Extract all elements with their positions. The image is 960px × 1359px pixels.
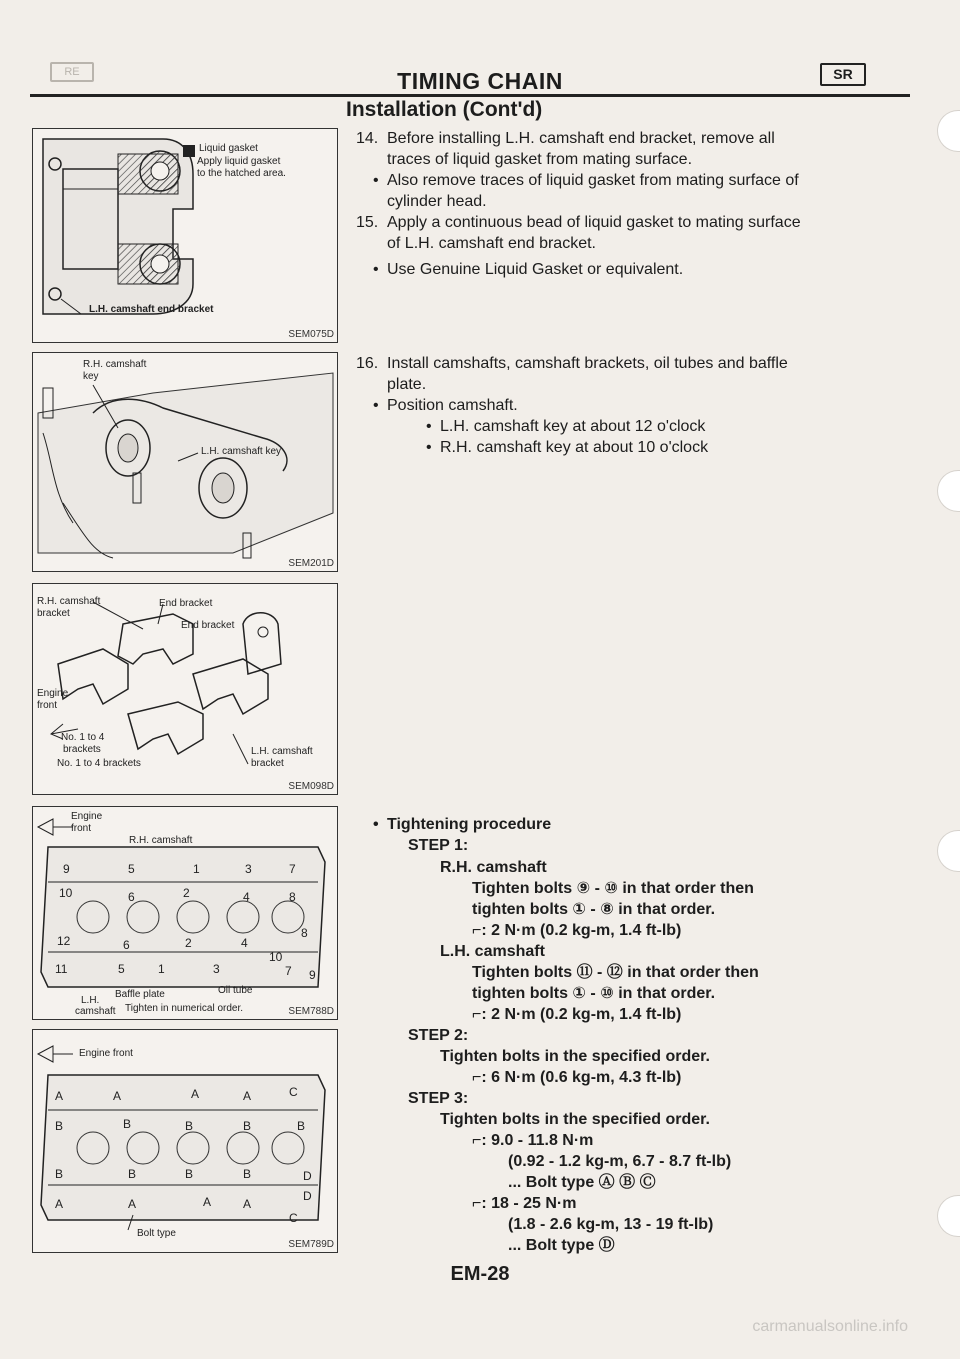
- bolt-no: 5: [118, 962, 125, 976]
- section-badge-left: RE: [50, 62, 94, 82]
- step-16-bullet1: • Position camshaft.: [387, 395, 518, 416]
- figure-lh-end-bracket: [32, 128, 338, 343]
- bolt-type: C: [289, 1085, 298, 1099]
- label-engine: Engine: [37, 688, 69, 699]
- label-engine-front: front: [71, 823, 92, 834]
- step-14-line1: Before installing L.H. camshaft end bracket, remove all: [387, 130, 775, 147]
- figure-code: SEM788D: [288, 1006, 334, 1017]
- bolt-type: B: [297, 1119, 306, 1133]
- figure-bolt-types: [32, 1029, 338, 1253]
- bolt-type: A: [191, 1087, 200, 1101]
- procedure-t1-line2: (0.92 - 1.2 kg-m, 6.7 - 8.7 ft-lb): [508, 1153, 732, 1170]
- procedure-rh-camshaft: R.H. camshaft: [440, 859, 547, 876]
- label-lh-bracket-2: bracket: [251, 758, 284, 769]
- bolt-no: 4: [243, 890, 250, 904]
- procedure-title: • Tightening procedure: [387, 814, 551, 835]
- step-16-sub2: • R.H. camshaft key at about 10 o'clock: [440, 437, 708, 458]
- step-15-bullet1: • Use Genuine Liquid Gasket or equivalent.: [387, 259, 683, 280]
- figure-camshaft-keys: [32, 352, 338, 572]
- label-end-bracket-2: End bracket: [181, 620, 235, 631]
- bolt-type: B: [243, 1119, 252, 1133]
- bolt-no: 8: [289, 890, 296, 904]
- procedure-lh-torque: [472, 1004, 681, 1025]
- bolt-no: 10: [269, 950, 283, 964]
- figure-tightening-order: [32, 806, 338, 1020]
- figure-camshaft-brackets: [32, 583, 338, 795]
- header-rule: [30, 94, 910, 97]
- step-15-line2: of L.H. camshaft end bracket.: [387, 235, 596, 252]
- binder-hole: [937, 470, 960, 512]
- bolt-no: 6: [123, 938, 130, 952]
- procedure-lh-line1: Tighten bolts ⑪ - ⑫ in that order then: [472, 964, 759, 981]
- procedure-t2-line2: (1.8 - 2.6 kg-m, 13 - 19 ft-lb): [508, 1216, 714, 1233]
- bolt-type: A: [243, 1197, 252, 1211]
- label-baffle-plate: Baffle plate: [115, 989, 165, 1000]
- label-lh-camshaft: camshaft: [75, 1006, 116, 1017]
- label-rh-key: R.H. camshaft: [83, 359, 147, 370]
- figure-code: SEM075D: [288, 329, 334, 340]
- procedure-t1-line1: [472, 1130, 593, 1151]
- step-15-line1: Apply a continuous bead of liquid gasket to mating surface: [387, 214, 801, 231]
- label-engine: Engine: [71, 811, 103, 822]
- step-14-line2: traces of liquid gasket from mating surface.: [387, 151, 693, 168]
- bolt-no: 5: [128, 862, 135, 876]
- step-15-num: 15.: [356, 214, 379, 231]
- bolt-no: 1: [158, 962, 165, 976]
- torque-wrench-icon: ⌐: [472, 1006, 482, 1023]
- page-number: EM-28: [450, 1263, 510, 1285]
- torque-value: : 6 N·m (0.6 kg-m, 4.3 ft-lb): [481, 1069, 682, 1086]
- procedure-t1-line3: ... Bolt type Ⓐ Ⓑ Ⓒ: [508, 1174, 656, 1191]
- bolt-no: 7: [289, 862, 296, 876]
- torque-wrench-icon: ⌐: [472, 922, 482, 939]
- label-oil-tube: Oil tube: [218, 985, 253, 996]
- bolt-no: 10: [59, 886, 73, 900]
- label-no-1-4-brackets: No. 1 to 4 brackets: [57, 758, 141, 769]
- step-16-line2: plate.: [387, 376, 427, 393]
- torque-wrench-icon: ⌐: [472, 1132, 482, 1149]
- bolt-no: 3: [213, 962, 220, 976]
- section-subtitle: Installation (Cont'd): [346, 98, 543, 121]
- bolt-no: 9: [309, 968, 316, 982]
- procedure-rh-torque: [472, 920, 681, 941]
- bolt-type: B: [123, 1117, 132, 1131]
- bolt-no: 1: [193, 862, 200, 876]
- label-rh-bracket: R.H. camshaft: [37, 596, 101, 607]
- torque-wrench-icon: ⌐: [472, 1069, 482, 1086]
- binder-hole: [937, 110, 960, 152]
- procedure-step3-line: Tighten bolts in the specified order.: [440, 1111, 710, 1128]
- legend-title: Liquid gasket: [199, 143, 258, 154]
- bolt-no: 2: [183, 886, 190, 900]
- procedure-step2-torque: [472, 1067, 681, 1088]
- bolt-no: 4: [241, 936, 248, 950]
- bolt-no: 2: [185, 936, 192, 950]
- step-14-bullet1: • Also remove traces of liquid gasket from mating surface of: [387, 170, 799, 191]
- label-lh: L.H.: [81, 995, 100, 1006]
- bolt-type: B: [55, 1167, 64, 1181]
- bolt-type: A: [55, 1197, 64, 1211]
- bolt-type: D: [303, 1189, 312, 1203]
- procedure-step3: STEP 3:: [408, 1090, 469, 1107]
- label-rh-key-2: key: [83, 371, 99, 382]
- bolt-type: A: [113, 1089, 122, 1103]
- label-engine-front: front: [37, 700, 58, 711]
- step-14-bullet1-line2: cylinder head.: [387, 193, 487, 210]
- procedure-step2-line: Tighten bolts in the specified order.: [440, 1048, 710, 1065]
- procedure-t2-line3: ... Bolt type Ⓓ: [508, 1237, 615, 1254]
- procedure-step1: STEP 1:: [408, 837, 469, 854]
- torque-value: : 9.0 - 11.8 N·m: [481, 1132, 594, 1149]
- bolt-type: A: [55, 1089, 64, 1103]
- procedure-lh-camshaft: L.H. camshaft: [440, 943, 545, 960]
- bolt-type: A: [203, 1195, 212, 1209]
- torque-value: : 2 N·m (0.2 kg-m, 1.4 ft-lb): [481, 922, 682, 939]
- label-engine-front: Engine front: [79, 1048, 133, 1059]
- procedure-lh-line2: tighten bolts ① - ⑩ in that order.: [472, 985, 716, 1002]
- bolt-no: 6: [128, 890, 135, 904]
- watermark: carmanualsonline.info: [752, 1318, 908, 1335]
- torque-wrench-icon: ⌐: [472, 1195, 482, 1212]
- bolt-no: 9: [63, 862, 70, 876]
- bolt-no: 8: [301, 926, 308, 940]
- step-16-line1: Install camshafts, camshaft brackets, oil tubes and baffle: [387, 355, 788, 372]
- procedure-t2-line1: [472, 1193, 576, 1214]
- binder-hole: [937, 830, 960, 872]
- bolt-no: 7: [285, 964, 292, 978]
- legend-line1: Apply liquid gasket: [197, 156, 281, 167]
- bolt-type: B: [185, 1119, 194, 1133]
- camshaft-keys-drawing: [33, 353, 337, 571]
- bolt-type: B: [128, 1167, 137, 1181]
- step-16-sub1: • L.H. camshaft key at about 12 o'clock: [440, 416, 705, 437]
- label-lh-key: L.H. camshaft key: [201, 446, 282, 457]
- legend-line2: to the hatched area.: [197, 168, 286, 179]
- label-rh-bracket-2: bracket: [37, 608, 70, 619]
- figure-code: SEM098D: [288, 781, 334, 792]
- bolt-no: 12: [57, 934, 71, 948]
- bolt-type: B: [55, 1119, 64, 1133]
- bolt-type: B: [243, 1167, 252, 1181]
- figure-code: SEM789D: [288, 1239, 334, 1250]
- label-no-1-4: No. 1 to 4: [61, 732, 105, 743]
- torque-value: : 18 - 25 N·m: [481, 1195, 577, 1212]
- bolt-type: A: [128, 1197, 137, 1211]
- procedure-step2: STEP 2:: [408, 1027, 469, 1044]
- label-bolt-type: Bolt type: [137, 1228, 176, 1239]
- procedure-rh-line1: Tighten bolts ⑨ - ⑩ in that order then: [472, 880, 754, 897]
- label-brackets: brackets: [63, 744, 101, 755]
- bolt-no: 3: [245, 862, 252, 876]
- bolt-type: A: [243, 1089, 252, 1103]
- bolt-type: B: [185, 1167, 194, 1181]
- label-order: Tighten in numerical order.: [125, 1003, 244, 1014]
- step-14-num: 14.: [356, 130, 379, 147]
- step-16-num: 16.: [356, 355, 379, 372]
- section-badge-right: SR: [820, 63, 866, 86]
- figure-code: SEM201D: [288, 558, 334, 569]
- part-label: L.H. camshaft end bracket: [89, 304, 214, 315]
- bolt-type: D: [303, 1169, 312, 1183]
- bolt-type: C: [289, 1211, 298, 1225]
- procedure-rh-line2: tighten bolts ① - ⑧ in that order.: [472, 901, 716, 918]
- label-rh-camshaft: R.H. camshaft: [129, 835, 193, 846]
- bolt-no: 11: [55, 962, 68, 976]
- label-end-bracket-1: End bracket: [159, 598, 213, 609]
- label-lh-bracket: L.H. camshaft: [251, 746, 313, 757]
- binder-hole: [937, 1195, 960, 1237]
- page-title: TIMING CHAIN: [397, 68, 563, 94]
- torque-value: : 2 N·m (0.2 kg-m, 1.4 ft-lb): [481, 1006, 682, 1023]
